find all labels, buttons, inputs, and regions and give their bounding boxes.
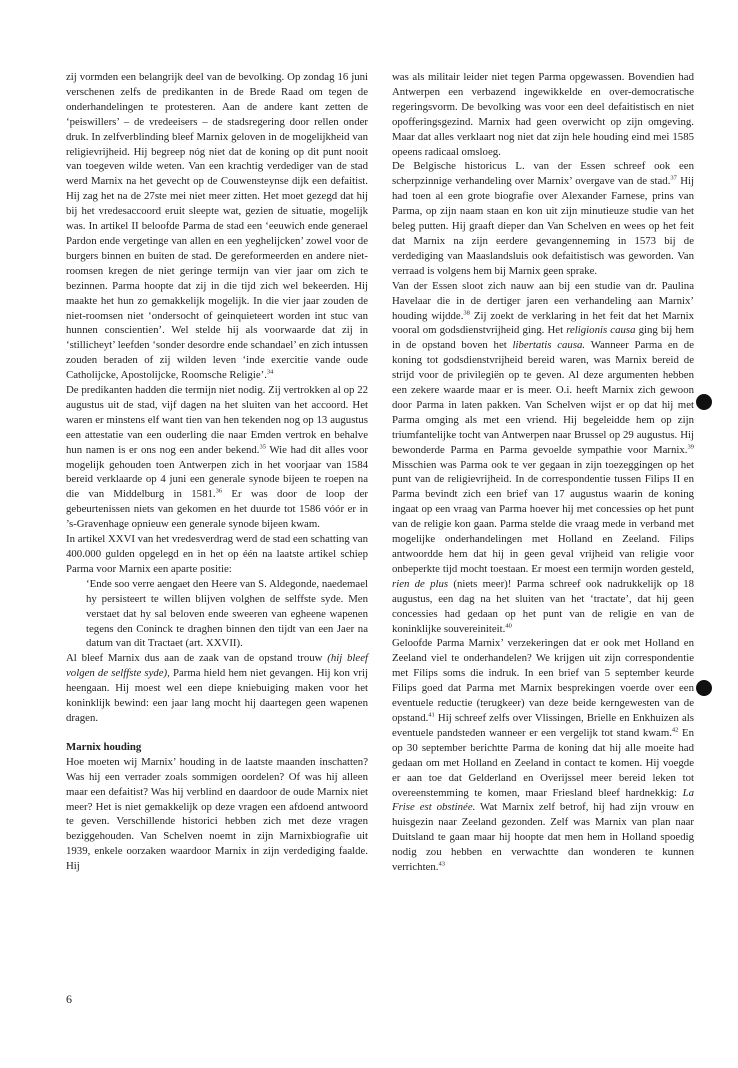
paragraph: De predikanten hadden die termijn niet nodig. Zij vertrokken al op 22 augustus uit de stad, vijf dagen na het sluiten van het accoord. Het waren er minstens elf want tien van hen tekenden nog op 13 augustus een attestatie van een ouderling die naar Emden vertrok en behalve hun namen is er ons nog een ander bekend.$^{35}$ Wie had dit alles voor mogelijk gehouden toen Antwerpen zich in het voorjaar van 1584 bereid verklaarde op 4 juni een generale synode bijeen te roepen na die van Middelburg in 1581.36 Er was door de loop der gebeurtenissen niets van gekomen en het duurde tot 1586 vóór er in ’s-Gravenhage opnieuw een generale synode bijeen kwam. [66, 384, 368, 531]
footnote-ref: 42 [671, 726, 679, 734]
paragraph: Hoe moeten wij Marnix’ houding in de laatste maanden inschatten? Was hij een verrader zoals sommigen oordelen? Of was hij alleen maar een defaitist? Was hij verblind en daardoor de oude Marnix niet meer? Het is niet gemakkelijk op deze vragen een afdoend antwoord te geven. Verschillende historici hebben zich met deze vragen beziggehouden. Van Schelven noemt in zijn Marnixbiografie uit 1939, enkele oorzaken waardoor Marnix in zijn verdediging faalde. Hij [66, 755, 368, 873]
paragraph: zij vormden een belangrijk deel van de bevolking. Op zondag 16 juni verschenen zelfs de predikanten in de Brede Raad om tegen de onderhandelingen te protesteren. Aan de andere kant zetten de ‘peiswillers’ – de vredeeisers – de stadsregering door rellen onder druk. In zelfverblinding bleef Marnix geloven in de mogelijkheid van religievrijheid. Hij begreep nóg niet dat de koning op dit punt nooit van toegeven wilde weten. Van een krachtig verdediger van de stad werd Marnix na het gevecht op de Couwensteynse dijk een defaitist. Hij zag het na de 27ste mei niet meer zitten. Het moet gezegd dat hij bij het vredesaccoord eruit sleepte wat, gezien de situatie, mogelijk was. In artikel II beloofde Parma de stad een ‘eeuwich ende generael Pardon ende vergetinge van allen en een yeghelijcken’ zowel voor de burgers binnen en buiten de stad. De gereformeerden en andere niet-roomsen kregen de niet geringe termijn van vier jaar om zich te bezinnen. Parma hoopte dat zij in die tijd zich wel bekeerden. Hij maakte het hun zo gemakkelijk mogelijk. In die vier jaar zouden de niet-roomsen niet ‘ondersocht of geinquieteert worden int stuc van hunnen conscientien’. Wel stelde hij als voorwaarde dat zij in ‘stillicheyt’ leefden ‘sonder desordre ende schandael’ en zich intussen zouden beraden of zij wilden leven ‘inde exercitie vande oude Catholijcke, Apostolijcke, Roomsche Religie’.$^{34}$ [66, 71, 368, 382]
footnote-ref: 43 [438, 860, 445, 868]
paragraph: Van der Essen sloot zich nauw aan bij een studie van dr. Paulina Havelaar die in de dertiger jaren een verhandeling aan Marnix’ houding wijdde.$^{38}$ Zij zoekt de verklaring in het feit dat het Marnix vooral om godsdienstvrijheid ging. Het religionis causa ging bij hem in de opstand boven het libertatis causa. Wanneer Parma en de koning tot godsdienstvrijheid bereid waren, was Marnix bereid de strijd voor de privilegiën op te geven. Al deze argumenten hebben een zekere waarde maar er is meer. O.i. heeft Marnix zich gewoon door Parma in laten pakken. Van Schelven wijst er op dat hij met Parma omging als met een vriend. Hij begeleidde hem op zijn triumfantelijke tocht van Antwerpen naar Brussel op 29 augustus. Hij bewonderde Parma en Parma gevoelde sympathie voor Marnix.$^{39}$ Misschien was Parma ook te ver gegaan in zijn toezeggingen op het punt van de religievrijheid. In de correspondentie tussen Filips II en Parma bevindt zich een brief van 17 augustus waarin de koning ingaat op een vraag van Parma hoever hij met concessies op het punt van de religie kon gaan. Parma stelde die vraag mede in verband met mogelijke onderhandelingen met Holland en Zeeland. Filips antwoordde hem dat hij in geen geval vrijheid van religie voor onbeperkte tijd mocht toestaan. Er moest een termijn worden gesteld, rien de plus (niets meer)! Parma schreef ook nadrukkelijk op 18 augustus, een dag na het sluiten van het ‘tractate’, dat hij geen concessies had gedaan op het punt van de religie en van de koninklijke souvereiniteit.$^{40}$ [392, 279, 694, 635]
page-number: 6 [66, 992, 72, 1006]
block-quote: ‘Ende soo verre aengaet den Heere van S. Aldegonde, naedemael hy persisteert te willen blijven volghen de selffste syde. Men verstaet dat hy sal beloven ende sweeren van egheene wapenen tegens den Coninck te draghen binnen den tijdt van een Jaer na datum van dit Tractaet (art. XXVII). [86, 577, 368, 650]
footnote-ref: 35 [259, 443, 266, 451]
paragraph: was als militair leider niet tegen Parma opgewassen. Bovendien had Antwerpen een verbazend ingewikkelde en over-democratische regeringsvorm. De bevolking was voor een deel defaitistisch en niet opofferingsgezind. Marnix had geen overwicht op zijn omgeving. Maar dat alles verklaart nog niet dat zijn hele houding eind mei 1585 opeens radicaal omsloeg. [392, 71, 694, 158]
footnote-ref: 38 [463, 308, 470, 316]
paragraph: Al bleef Marnix dus aan de zaak van de opstand trouw (hij bleef volgen de selffste syde), Parma hield hem niet gevangen. Hij kon vrij heengaan. Hij moest wel een diepe kniebuiging maken voor het koninklijk bewind: een jaar lang mocht hij daartegen geen wapenen dragen. [66, 652, 368, 724]
punch-hole [696, 394, 712, 410]
section-heading: Marnix houding [66, 740, 142, 753]
footnote-ref: 34 [266, 368, 274, 376]
paragraph: De Belgische historicus L. van der Essen schreef ook een scherpzinnige verhandeling over Marnix’ overgave van de stad.$^{37}$ Hij had toen al een grote biografie over Alexander Farnese, prins van Parma, op zijn naam staan en kon uit zijn minutieuze studie van het beleg putten. Hij graaft dieper dan Van Schelven en wees op het feit dat Marnix na zijn eerdere gevangenneming in 1573 bij de verdediging van Maaslandsluis ook defaitistisch was geworden. Van verraad is volgens hem bij Marnix geen sprake. [392, 160, 694, 277]
left-column [66, 70, 368, 874]
punch-hole [696, 680, 712, 696]
footnote-ref: 40 [505, 621, 512, 629]
paragraph: In artikel XXVI van het vredesverdrag werd de stad een schatting van 400.000 gulden opgelegd en in het op één na laatste artikel schiep Parma voor Marnix een aparte positie: [66, 533, 368, 575]
footnote-ref: 41 [428, 711, 435, 719]
right-column [392, 70, 694, 875]
paragraph: Geloofde Parma Marnix’ verzekeringen dat er ook met Holland en Zeeland viel te onderhandelen? We krijgen uit zijn correspondentie met Filips soms die indruk. In een brief van 5 september keurde Filips goed dat Parma met Marnix besprekingen voerde over een eventuele reductie (terugkeer) van deze beide kerngewesten van de opstand.$^{41}$ Hij schreef zelfs over Vlissingen, Brielle en Enkhuizen als eventuele pandsteden wanneer er een vergelijk tot stand kwam.$^{42}$ En op 30 september berichtte Parma de koning dat hij alle moeite had gedaan om met Holland en Zeeland in contact te komen. Hij voegde er aan toe dat Gelderland en Overijssel meer bereid leken tot overeenstemming te komen, maar Friesland bleef hardnekkig: La Frise est obstinée. Wat Marnix zelf betrof, hij had zijn vrouw en huisgezin naar Zeeland gezonden. Zelf was Marnix van plan naar Duitsland te gaan maar hij hoopte dat men hem in Holland spoedig nodig zou hebben en verwachtte dan wonderen te kunnen verrichten.$^{43}$ [392, 637, 694, 874]
footnote-ref: 36 [215, 487, 223, 495]
footnote-ref: 39 [687, 443, 694, 451]
footnote-ref: 37 [670, 174, 677, 182]
